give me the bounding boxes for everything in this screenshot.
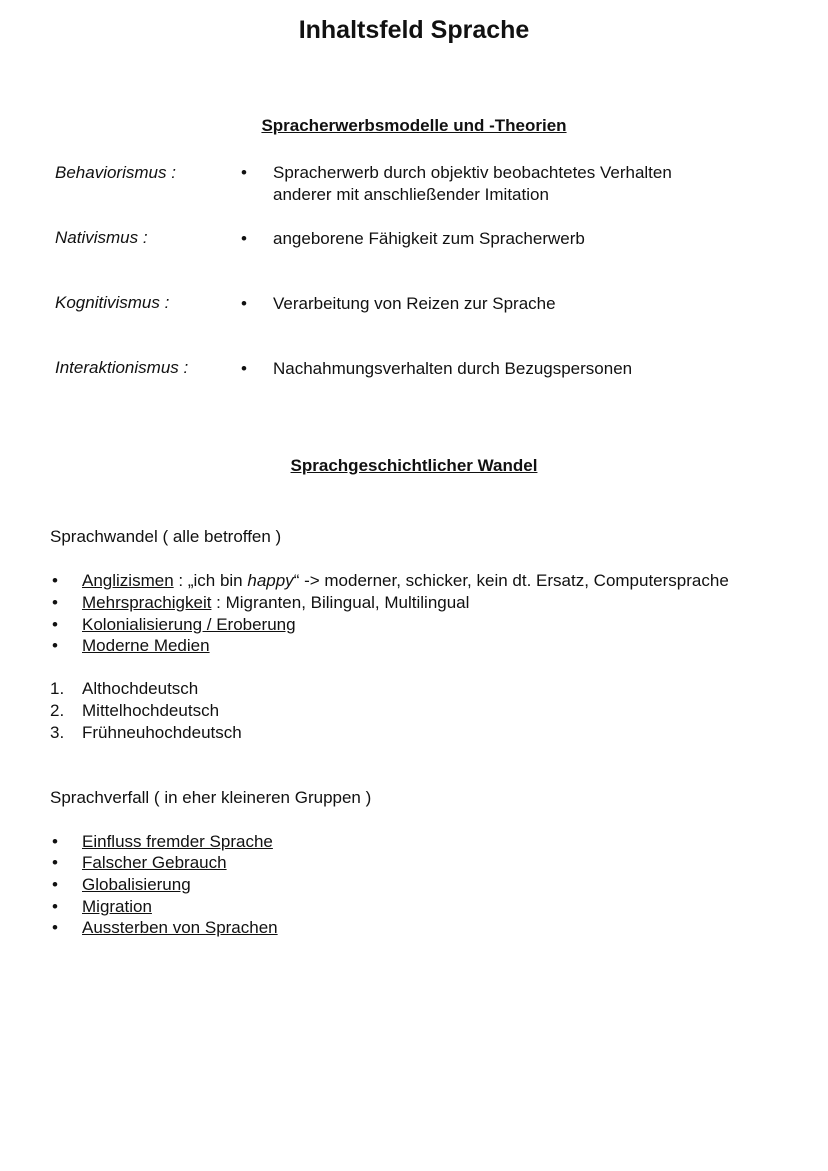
desc-line: Nachahmungsverhalten durch Bezugspersonen — [273, 359, 633, 378]
list-item: Globalisierung — [82, 875, 191, 894]
term-nativismus: Nativismus : — [55, 228, 148, 247]
term-interaktionismus: Interaktionismus : — [55, 358, 189, 377]
list-item: Migration — [82, 897, 152, 916]
desc-line: anderer mit anschließender Imitation — [273, 185, 549, 204]
bullet: • — [52, 853, 58, 872]
sprachwandel-label: Sprachwandel ( alle betroffen ) — [50, 527, 282, 546]
bullet: • — [52, 615, 58, 634]
stage-number: 2. — [50, 701, 65, 720]
bullet: • — [52, 571, 58, 590]
bullet: • — [52, 832, 58, 851]
list-item: Aussterben von Sprachen — [82, 918, 278, 937]
list-item: Anglizismen : „ich bin happy“ -> moderner, schicker, kein dt. Ersatz, Computersprache — [82, 571, 729, 590]
page-title: Inhaltsfeld Sprache — [298, 16, 530, 44]
term-kognitivismus: Kognitivismus : — [55, 293, 170, 312]
section-heading-wandel: Sprachgeschichtlicher Wandel — [290, 456, 538, 475]
bullet: • — [241, 163, 247, 182]
sprachverfall-label: Sprachverfall ( in eher kleineren Gruppen ) — [50, 788, 372, 807]
stage-number: 1. — [50, 679, 65, 698]
desc-line: angeborene Fähigkeit zum Spracherwerb — [273, 229, 585, 248]
stage-number: 3. — [50, 723, 65, 742]
bullet: • — [241, 359, 247, 378]
list-item: Falscher Gebrauch — [82, 853, 227, 872]
bullet: • — [52, 875, 58, 894]
list-item: Einfluss fremder Sprache — [82, 832, 273, 851]
bullet: • — [52, 918, 58, 937]
bullet: • — [52, 897, 58, 916]
section-heading-spracherwerb: Spracherwerbsmodelle und -Theorien — [261, 116, 567, 135]
bullet: • — [52, 593, 58, 612]
stage-item: Frühneuhochdeutsch — [82, 723, 242, 742]
list-item: Kolonialisierung / Eroberung — [82, 615, 296, 634]
bullet: • — [241, 229, 247, 248]
term-behaviorismus: Behaviorismus : — [55, 163, 176, 182]
bullet: • — [52, 636, 58, 655]
stage-item: Mittelhochdeutsch — [82, 701, 220, 720]
bullet: • — [241, 294, 247, 313]
list-item: Mehrsprachigkeit : Migranten, Bilingual, Multilingual — [82, 593, 470, 612]
stage-item: Althochdeutsch — [82, 679, 199, 698]
desc-line: Spracherwerb durch objektiv beobachtetes Verhalten — [273, 163, 672, 182]
desc-line: Verarbeitung von Reizen zur Sprache — [273, 294, 556, 313]
list-item: Moderne Medien — [82, 636, 210, 655]
